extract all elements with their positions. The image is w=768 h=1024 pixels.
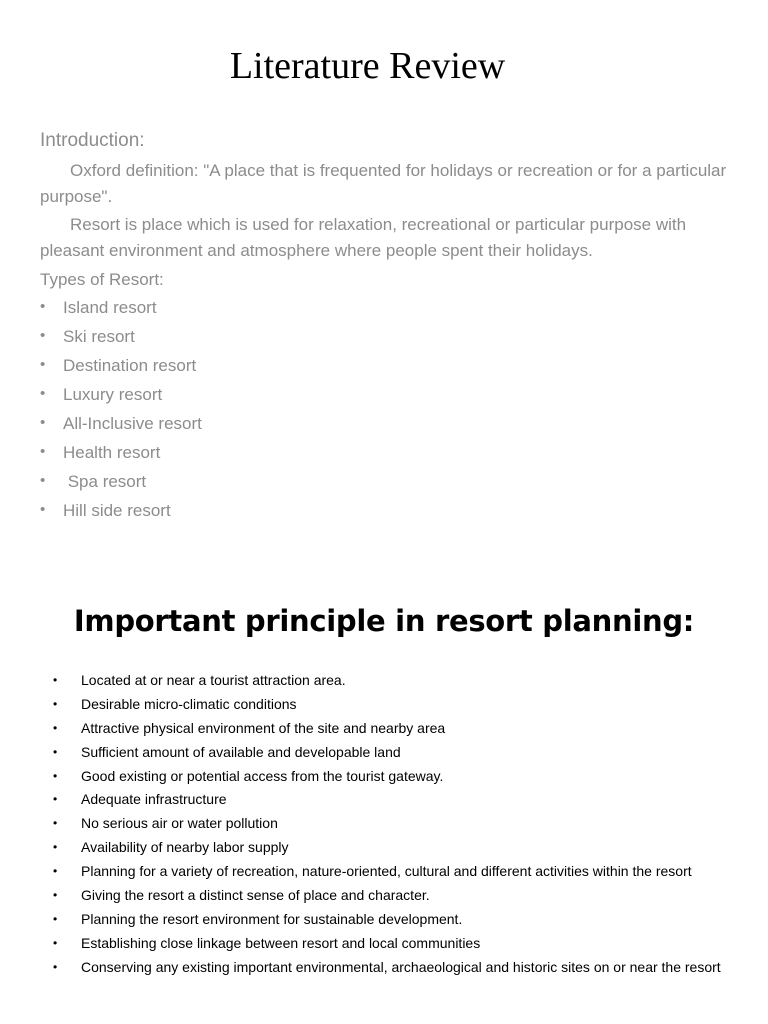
bullet-icon: •: [40, 385, 46, 402]
list-item: [50, 694, 730, 714]
list-item: [50, 909, 730, 929]
list-item: [40, 496, 730, 525]
list-item-label: All-Inclusive resort: [63, 414, 202, 433]
bullet-icon: •: [53, 888, 58, 903]
bullet-icon: •: [40, 472, 46, 489]
list-item-label: Island resort: [63, 298, 157, 317]
bullet-icon: •: [53, 864, 58, 879]
list-item-label: Health resort: [63, 443, 161, 462]
list-item: [50, 885, 730, 905]
types-heading: Types of Resort:: [40, 270, 164, 289]
list-item: [50, 933, 730, 953]
resort-types-list: [40, 293, 730, 525]
intro-heading: Introduction:: [40, 130, 145, 151]
bullet-icon: •: [53, 911, 58, 926]
list-item: [50, 837, 730, 857]
list-item-label: Availability of nearby labor supply: [81, 839, 289, 856]
list-item-label: Desirable micro-climatic conditions: [81, 695, 297, 712]
list-item-label: Attractive physical environment of the site and nearby area: [81, 719, 446, 736]
list-item-label: Luxury resort: [63, 385, 163, 404]
bullet-icon: •: [53, 840, 58, 855]
list-item-label: Conserving any existing important environmental, archaeological and historic sites on or near the resort: [81, 958, 721, 975]
bullet-icon: •: [53, 792, 58, 807]
bullet-icon: •: [40, 298, 46, 315]
list-item: [40, 380, 730, 409]
list-item: [40, 293, 730, 322]
list-item-label: Giving the resort a distinct sense of place and character.: [81, 887, 430, 904]
list-item: [50, 813, 730, 833]
principles-slide: [0, 590, 768, 1024]
list-item: [40, 351, 730, 380]
list-item: [50, 766, 730, 786]
bullet-icon: •: [53, 673, 58, 687]
bullet-icon: •: [40, 327, 46, 344]
list-item: [50, 957, 730, 977]
list-item: [40, 322, 730, 351]
bullet-icon: •: [40, 443, 46, 460]
resort-description-paragraph: Resort is place which is used for relaxation, recreational or particular purpose with pleasant environment and atmosphere where people spent their holidays.: [40, 215, 687, 260]
list-item-label: Good existing or potential access from the tourist gateway.: [81, 767, 444, 784]
oxford-definition-paragraph: Oxford definition: "A place that is frequented for holidays or recreation or for a particular purpose".: [40, 161, 727, 206]
list-item: [50, 742, 730, 762]
list-item: [50, 789, 730, 809]
bullet-icon: •: [40, 414, 46, 431]
bullet-icon: •: [53, 816, 58, 831]
page-title: Literature Review: [229, 45, 506, 87]
list-item-label: No serious air or water pollution: [81, 815, 278, 832]
list-item-label: Establishing close linkage between resort and local communities: [81, 934, 481, 951]
bullet-icon: •: [53, 696, 58, 711]
bullet-icon: •: [40, 356, 46, 373]
bullet-icon: •: [53, 744, 58, 759]
list-item-label: Hill side resort: [63, 501, 171, 520]
list-item: [50, 861, 730, 881]
bullet-icon: •: [53, 935, 58, 950]
list-item: [40, 438, 730, 467]
bullet-icon: •: [53, 768, 58, 783]
principles-heading: Important principle in resort planning:: [73, 604, 695, 638]
list-item-label: Destination resort: [63, 356, 197, 375]
list-item-label: Planning the resort environment for sustainable development.: [81, 910, 463, 927]
list-item-label: Planning for a variety of recreation, nature-oriented, cultural and different activities within the resort: [81, 863, 692, 880]
list-item-label: Spa resort: [63, 472, 147, 491]
list-item-label: Sufficient amount of available and developable land: [81, 743, 401, 760]
list-item-label: Ski resort: [63, 327, 135, 346]
bullet-icon: •: [40, 501, 46, 518]
list-item: [40, 409, 730, 438]
intro-section: [40, 126, 730, 525]
bullet-icon: •: [53, 720, 58, 735]
principles-list: [50, 670, 730, 981]
list-item: [50, 718, 730, 738]
list-item-label: Adequate infrastructure: [81, 791, 227, 808]
list-item: [40, 467, 730, 496]
bullet-icon: •: [53, 959, 58, 974]
list-item: [50, 670, 730, 690]
list-item-label: Located at or near a tourist attraction area.: [81, 672, 346, 688]
